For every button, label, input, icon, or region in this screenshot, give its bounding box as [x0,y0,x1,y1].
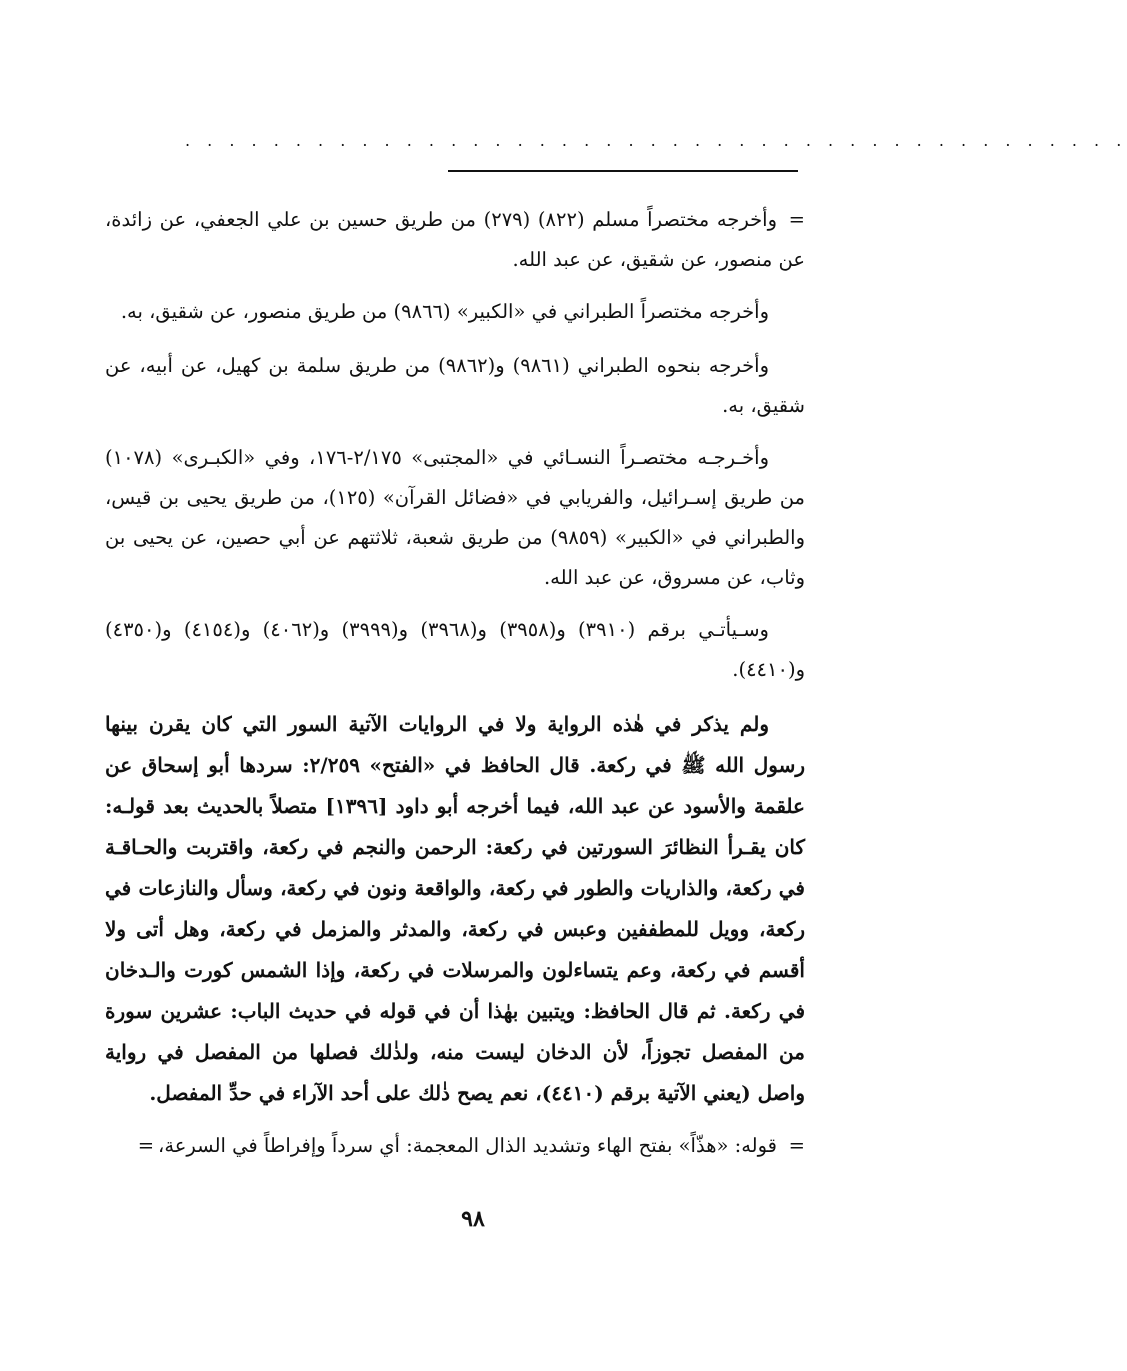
footnote-paragraph [105,200,805,280]
commentary-paragraph: ولم يذكر في هٰذه الرواية ولا في الروايات الآتية السور التي كان يقرن بينها رسول الله ﷺ في ركعة. قال الحافظ في «الفتح» ٢/٢٥٩: سردها أبو إسحاق عن علقمة والأسود عن عبد الله، فيما أخرجه أبو داود [١٣٩٦] متصلاً بالحديث بعد قولـه: كان يقـرأ النظائرَ السورتين في ركعة: الرحمن والنجم في ركعة، واقتربت والحـاقـة في ركعة، والذاريات والطور في ركعة، والواقعة ونون في ركعة، وسأل والنازعات في ركعة، وويل للمطففين وعبس في ركعة، والمدثر والمزمل في ركعة، وهل أتى ولا أقسم في ركعة، وعم يتساءلون والمرسلات في ركعة، وإذا الشمس كورت والـدخان في ركعة. ثم قال الحافظ: ويتبين بهٰذا أن في قوله في حديث الباب: عشرين سورة من المفصل تجوزاً، لأن الدخان ليست منه، ولذٰلك فصلها من المفصل في رواية واصل (يعني الآتية برقم (٤٤١٠)، نعم يصح ذٰلك على أحد الآراء في حدِّ المفصل. [105,712,806,1105]
page-body [105,200,805,1178]
footnote-paragraph: وأخرجه بنحوه الطبراني (٩٨٦١) و(٩٨٦٢) من طريق سلمة بن كهيل، عن أبيه، عن شقيق، به. [105,354,805,417]
continuation-mark: = [137,1134,155,1157]
page-number: ٩٨ [461,1206,485,1232]
footnote-text: وأخرجه مختصراً مسلم (٨٢٢) (٢٧٩) من طريق حسين بن علي الجعفي، عن زائدة، عن منصور، عن شقيق، عن عبد الله. [105,208,805,271]
continuation-mark: = [788,208,806,231]
footnote-paragraph: وسـيأتـي برقم (٣٩١٠) و(٣٩٥٨) و(٣٩٦٨) و(٣٩٩٩) و(٤٠٦٢) و(٤١٥٤) و(٤٣٥٠) و(٤٤١٠). [105,618,805,681]
footnote-paragraph [105,1126,805,1166]
footnote-paragraph: وأخـرجـه مختصـراً النسـائي في «المجتبى» ٢/١٧٥-١٧٦، وفي «الكبـرى» (١٠٧٨) من طريق إسـرائيل، والفريابي في «فضائل القرآن» (١٢٥)، من طريق يحيى بن قيس، والطبراني في «الكبير» (٩٨٥٩) من طريق شعبة، ثلاثتهم عن أبي حصين، عن يحيى بن وثاب، عن مسروق، عن عبد الله. [105,446,806,589]
footnote-paragraph: وأخرجه مختصراً الطبراني في «الكبير» (٩٨٦٦) من طريق منصور، عن شقيق، به. [120,300,769,323]
footnote-rule [448,170,798,172]
dotted-separator: . . . . . . . . . . . . . . . . . . . . . . . . . . . . . . . . . . . . . . . . . . . [185,131,1127,150]
continuation-mark: = [788,1134,805,1157]
footnote-text: قوله: «هذّاً» بفتح الهاء وتشديد الذال المعجمة: أي سرداً وإفراطاً في السرعة، [158,1134,777,1157]
